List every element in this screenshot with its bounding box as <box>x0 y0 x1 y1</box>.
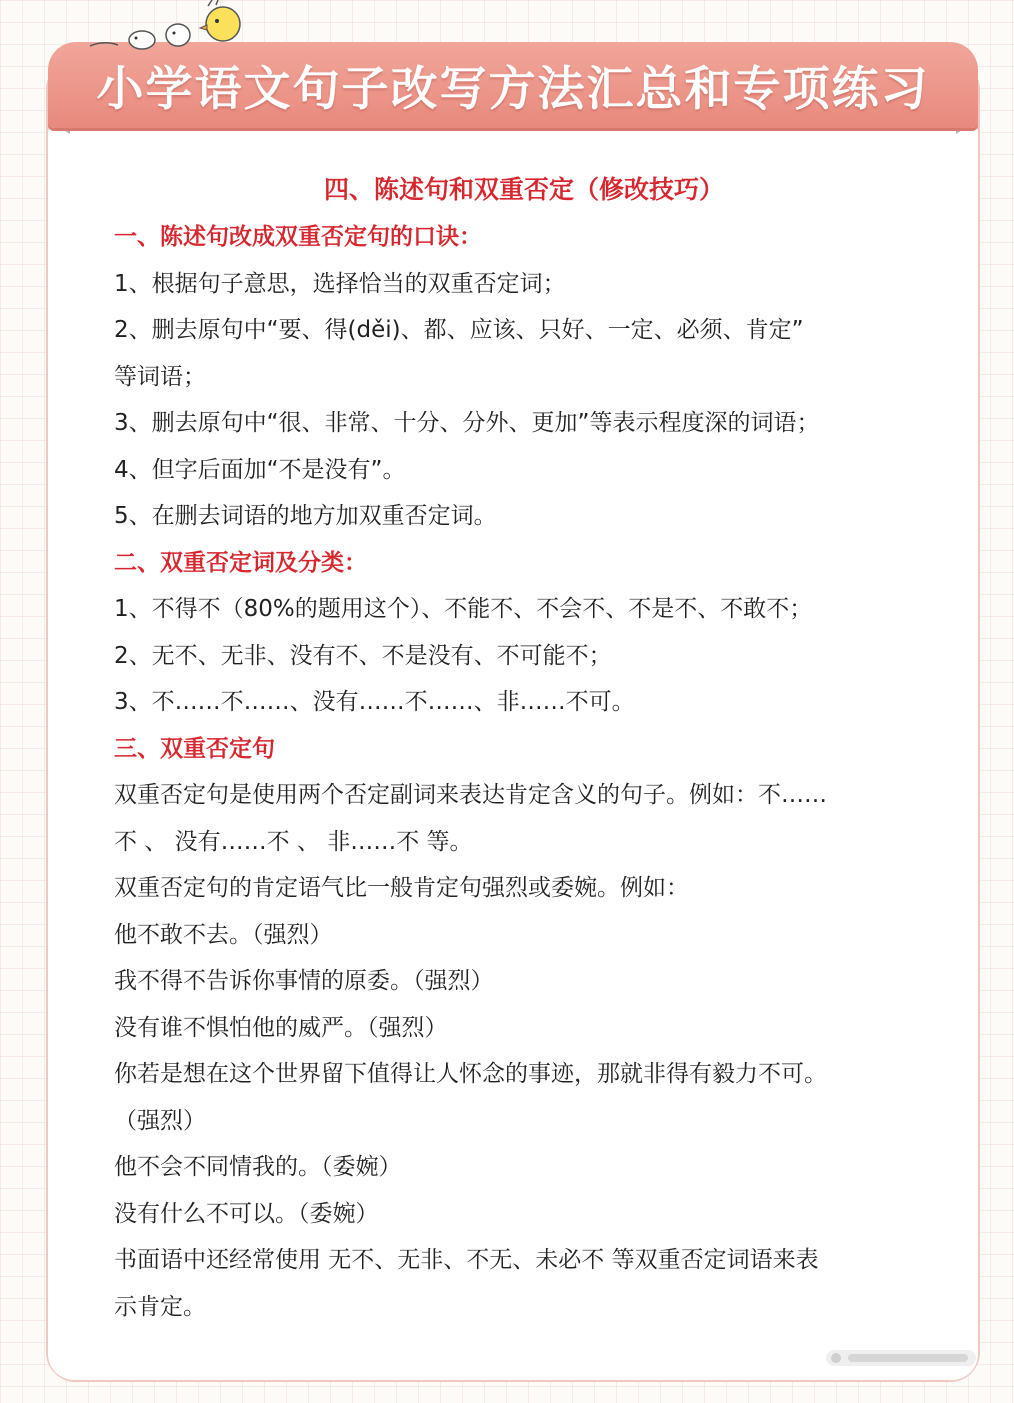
text-line: 不 、 没有……不 、 非……不 等。 <box>114 828 473 855</box>
page-title: 小学语文句子改写方法汇总和专项练习 <box>96 61 930 117</box>
text-line: 2、删去原句中“要、得(děi)、都、应该、只好、一定、必须、肯定” <box>114 317 804 343</box>
text-line: 4、但字后面加“不是没有”。 <box>114 456 406 483</box>
heading-double-negative: 三、双重否定句 <box>114 735 275 762</box>
heading-categories: 二、双重否定词及分类： <box>114 549 367 576</box>
example-line: （强烈） <box>114 1107 206 1134</box>
text-line: 双重否定句是使用两个否定副词来表达肯定含义的句子。例如：不…… <box>114 782 827 808</box>
text-line: 书面语中还经常使用 无不、无非、不无、未必不 等双重否定词语来表 <box>114 1247 819 1273</box>
text-line: 双重否定句的肯定语气比一般肯定句强烈或委婉。例如： <box>114 875 689 901</box>
section-title: 四、陈述句和双重否定（修改技巧） <box>323 175 724 204</box>
example-line: 没有谁不惧怕他的威严。（强烈） <box>114 1014 448 1041</box>
text-line: 3、不……不……、没有……不……、非……不可。 <box>114 689 635 715</box>
title-banner <box>48 42 978 128</box>
heading-mnemonic: 一、陈述句改成双重否定句的口诀： <box>114 224 482 250</box>
text-line: 示肯定。 <box>114 1293 206 1320</box>
example-line: 我不得不告诉你事情的原委。（强烈） <box>114 968 494 994</box>
example-line: 没有什么不可以。（委婉） <box>114 1200 379 1227</box>
text-line: 1、根据句子意思，选择恰当的双重否定词； <box>114 270 566 297</box>
text-line: 3、删去原句中“很、非常、十分、分外、更加”等表示程度深的词语； <box>114 410 820 436</box>
example-line: 他不敢不去。（强烈） <box>114 921 333 948</box>
content <box>114 168 934 1330</box>
text-line: 2、无不、无非、没有不、不是没有、不可能不； <box>114 642 612 669</box>
example-line: 他不会不同情我的。（委婉） <box>114 1154 402 1180</box>
text-line: 5、在删去词语的地方加双重否定词。 <box>114 503 497 529</box>
chick-decoration-icon <box>90 0 260 52</box>
text-line: 1、不得不（80%的题用这个）、不能不、不会不、不是不、不敢不； <box>114 596 813 622</box>
example-line: 你若是想在这个世界留下值得让人怀念的事迹，那就非得有毅力不可。 <box>114 1061 827 1087</box>
watermark-icon <box>826 1348 976 1368</box>
text-line: 等词语； <box>114 363 206 390</box>
